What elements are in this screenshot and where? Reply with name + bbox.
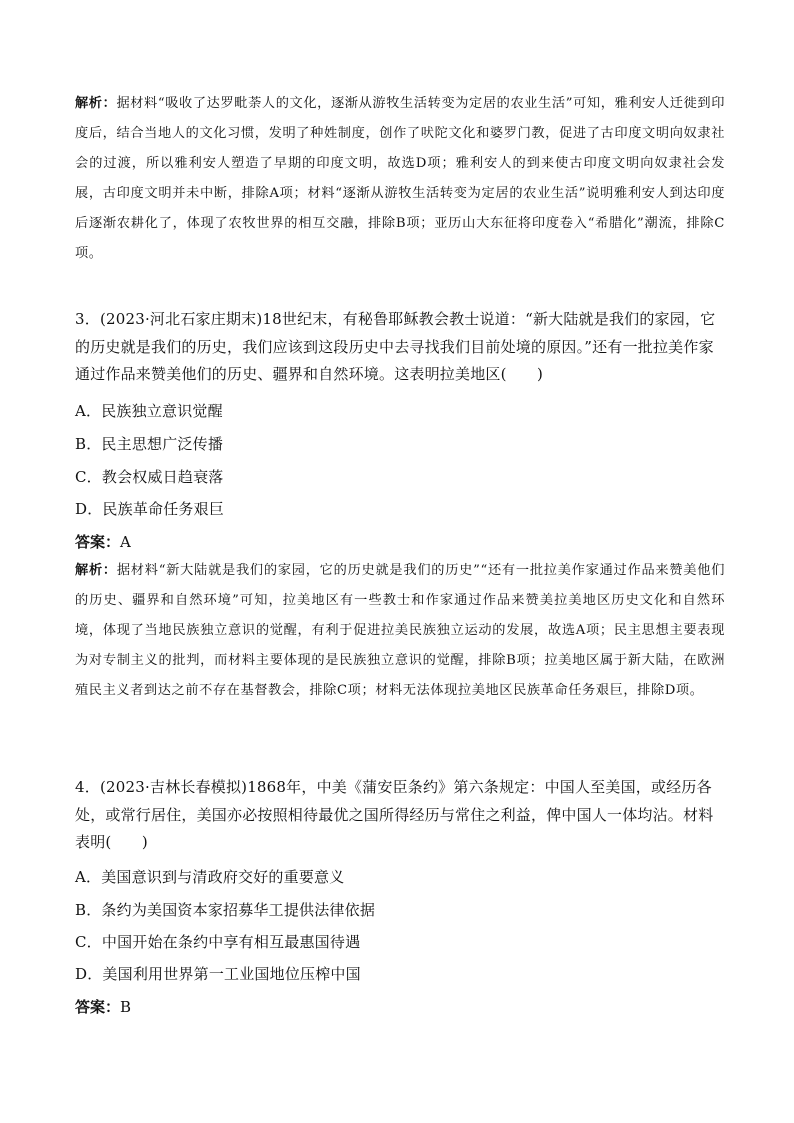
question-3-stem: 3．(2023·河北石家庄期末)18世纪末，有秘鲁耶稣教会教士说道：“新大陆就是我们的家园，它的历史就是我们的历史，我们应该到这段历史中去寻找我们目前处境的原因。”还有一批拉美作家通过作品来赞美他们的历史、疆界和自然环境。这表明拉美地区( ) <box>75 310 716 383</box>
question-4-option-d: D．美国利用世界第一工业国地位压榨中国 <box>75 965 361 983</box>
question-3-option-b: B．民主思想广泛传播 <box>75 435 224 453</box>
analysis-label: 解析： <box>75 96 117 111</box>
question-4-answer <box>75 996 131 1017</box>
question-3-option-a: A．民族独立意识觉醒 <box>75 402 223 420</box>
answer-label: 答案： <box>75 998 121 1016</box>
question-3-option-d: D．民族革命任务艰巨 <box>75 500 225 518</box>
analysis-paragraph-q3 <box>75 556 725 706</box>
question-4-option-a: A．美国意识到与清政府交好的重要意义 <box>75 868 345 886</box>
question-4-option-c: C．中国开始在条约中享有相互最惠国待遇 <box>75 933 361 951</box>
answer-label: 答案： <box>75 533 121 551</box>
analysis-text: 据材料“新大陆就是我们的家园，它的历史就是我们的历史”“还有一批拉美作家通过作品来赞美他们的历史、疆界和自然环境”可知，拉美地区有一些教士和作家通过作品来赞美拉美地区历史文化和自然环境，体现了当地民族独立意识的觉醒，有利于促进拉美民族独立运动的发展，故选A项；民主思想主要表现为对专制主义的批判，而材料主要体现的是民族独立意识的觉醒，排除B项；拉美地区属于新大陆，在欧洲殖民主义者到达之前不存在基督教会，排除C项；材料无法体现拉美地区民族革命任务艰巨，排除D项。 <box>75 563 725 698</box>
analysis-text: 据材料“吸收了达罗毗荼人的文化，逐渐从游牧生活转变为定居的农业生活”可知，雅利安人迁徙到印度后，结合当地人的文化习惯，发明了种姓制度，创作了吠陀文化和婆罗门教，促进了古印度文明向奴隶社会的过渡，所以雅利安人塑造了早期的印度文明，故选D项；雅利安人的到来使古印度文明向奴隶社会发展，古印度文明并未中断，排除A项；材料“逐渐从游牧生活转变为定居的农业生活”说明雅利安人到达印度后逐渐农耕化了，体现了农牧世界的相互交融，排除B项；亚历山大东征将印度卷入“希腊化”潮流，排除C项。 <box>75 96 725 261</box>
question-4-option-b: B．条约为美国资本家招募华工提供法律依据 <box>75 901 376 919</box>
analysis-label: 解析： <box>75 563 117 578</box>
answer-value: B <box>120 998 132 1016</box>
question-4-stem: 4．(2023·吉林长春模拟)1868年，中美《蒲安臣条约》第六条规定：中国人至美国，或经历各处，或常行居住，美国亦必按照相待最优之国所得经历与常住之利益，俾中国人一体均沾。材料表明( ) <box>75 778 714 851</box>
answer-value: A <box>120 533 131 551</box>
question-3-answer <box>75 531 131 552</box>
analysis-paragraph-q2 <box>75 89 725 269</box>
question-3-option-c: C．教会权威日趋衰落 <box>75 468 224 486</box>
